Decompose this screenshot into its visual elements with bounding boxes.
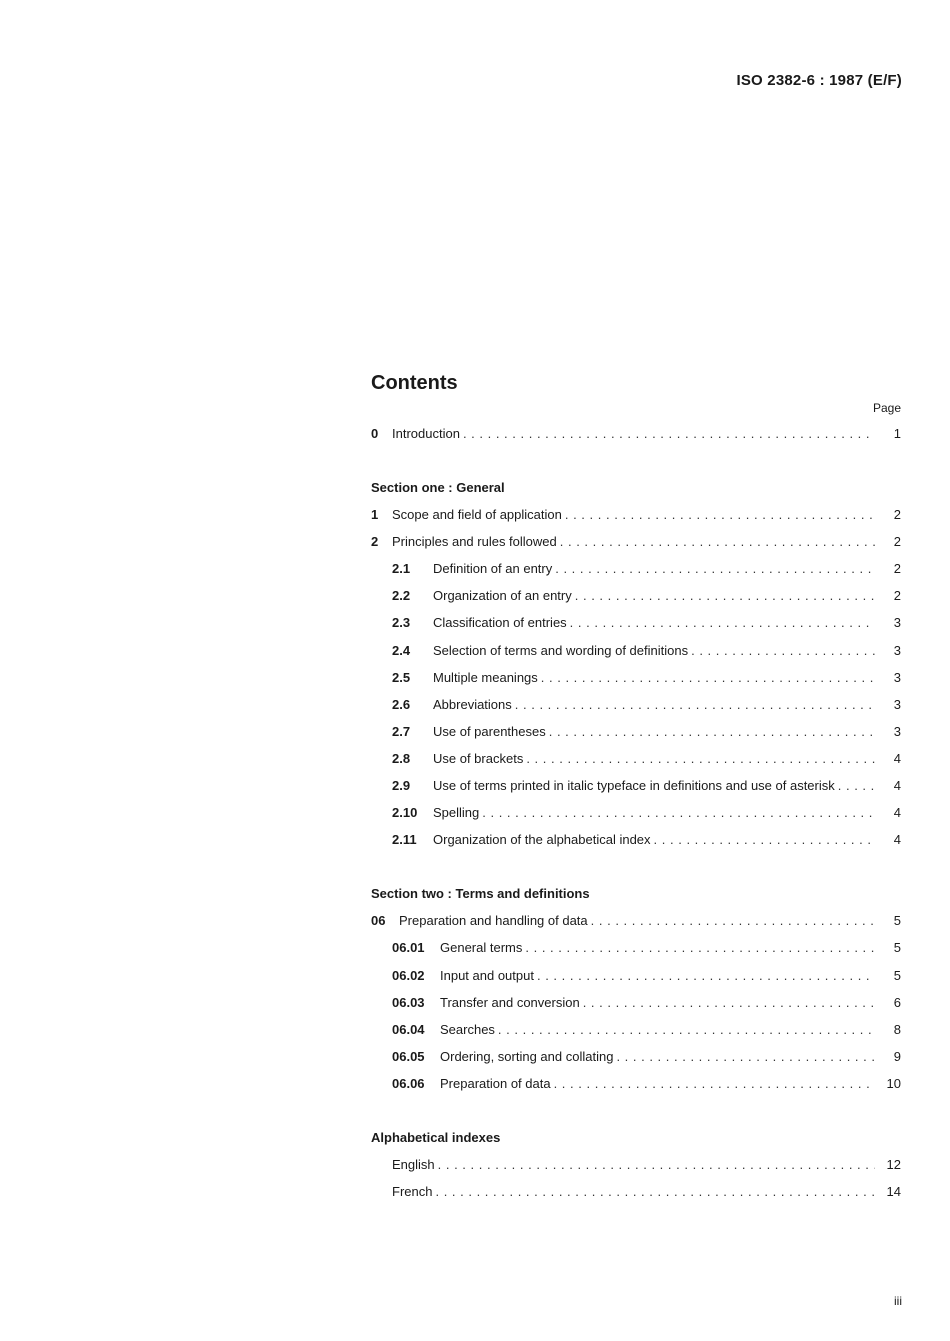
- dot-leader: [482, 805, 875, 821]
- toc-number: 06.05: [392, 1048, 425, 1064]
- dot-leader: [691, 643, 875, 659]
- dot-leader: [554, 1076, 875, 1092]
- toc-page: 8: [893, 1021, 901, 1037]
- toc-number: 06.06: [392, 1075, 425, 1091]
- toc-page: 2: [893, 561, 901, 577]
- toc-number: 2.2: [392, 588, 411, 604]
- toc-page: 5: [893, 913, 901, 929]
- dot-leader: [575, 588, 875, 604]
- dot-leader: [560, 534, 875, 550]
- toc-subentry[interactable]: [371, 832, 901, 859]
- toc-text: Definition of an entry: [433, 561, 553, 577]
- indexes-heading: Alphabetical indexes: [371, 1129, 501, 1145]
- contents-title: Contents: [371, 372, 458, 394]
- toc-subentry[interactable]: [371, 995, 901, 1022]
- document-identifier: ISO 2382-6 : 1987 (E/F): [736, 72, 902, 89]
- dot-leader: [570, 615, 875, 631]
- toc-number: 2.9: [392, 778, 411, 794]
- toc-page: 10: [886, 1075, 901, 1091]
- toc-subentry[interactable]: [371, 670, 901, 697]
- toc-page: 9: [893, 1048, 901, 1064]
- toc-subentry[interactable]: [371, 940, 901, 967]
- toc-number: 2.5: [392, 669, 411, 685]
- toc-page: 4: [893, 778, 901, 794]
- toc-index-french[interactable]: [371, 1184, 901, 1211]
- toc-page: 5: [893, 940, 901, 956]
- toc-page: 14: [886, 1184, 901, 1200]
- toc-subentry[interactable]: [371, 1022, 901, 1049]
- toc-text: Classification of entries: [433, 615, 567, 631]
- dot-leader: [526, 751, 875, 767]
- toc-page: 5: [893, 967, 901, 983]
- toc-number: 1: [371, 507, 379, 523]
- toc-index-english[interactable]: [371, 1157, 901, 1184]
- dot-leader: [438, 1157, 875, 1173]
- toc-number: 2.10: [392, 805, 418, 821]
- toc-text: Introduction: [392, 426, 460, 441]
- dot-leader: [537, 968, 875, 984]
- toc-page: 4: [893, 832, 901, 848]
- toc-number: 06.03: [392, 994, 425, 1010]
- toc-text: Input and output: [440, 967, 534, 983]
- dot-leader: [555, 561, 875, 577]
- toc-number: 2.1: [392, 561, 411, 577]
- toc-page: 12: [886, 1156, 901, 1172]
- toc-page: 3: [893, 615, 901, 631]
- toc-text: Selection of terms and wording of definitions: [433, 642, 689, 658]
- toc-entry-introduction[interactable]: [371, 426, 901, 453]
- toc-page: 6: [893, 994, 901, 1010]
- section-one-heading: Section one : General: [371, 480, 505, 496]
- toc-subentry[interactable]: [371, 561, 901, 588]
- toc-text: Preparation of data: [440, 1075, 551, 1091]
- toc-number: 2.8: [392, 750, 411, 766]
- toc-page: 2: [893, 534, 901, 550]
- dot-leader: [838, 778, 875, 794]
- toc-subentry[interactable]: [371, 697, 901, 724]
- toc-page: 3: [893, 723, 901, 739]
- toc-number: 0: [371, 426, 379, 441]
- toc-text: Abbreviations: [433, 696, 512, 712]
- toc-page: 1: [893, 426, 901, 441]
- dot-leader: [498, 1022, 875, 1038]
- toc-subentry[interactable]: [371, 643, 901, 670]
- toc-subentry[interactable]: [371, 968, 901, 995]
- toc-text: Organization of an entry: [433, 588, 572, 604]
- toc-page: 3: [893, 696, 901, 712]
- dot-leader: [515, 697, 875, 713]
- toc-entry[interactable]: [371, 534, 901, 561]
- table-of-contents: [371, 372, 901, 1211]
- toc-text: Use of parentheses: [433, 723, 546, 739]
- page-column-label: Page: [872, 401, 901, 415]
- toc-subentry[interactable]: [371, 778, 901, 805]
- toc-number: 2.11: [392, 832, 417, 848]
- toc-number: 06.01: [392, 940, 425, 956]
- toc-number: 06.02: [392, 967, 425, 983]
- toc-page: 4: [893, 805, 901, 821]
- toc-text: Principles and rules followed: [392, 534, 557, 550]
- section-two-heading: Section two : Terms and definitions: [371, 886, 590, 902]
- page-number: iii: [894, 1294, 902, 1308]
- dot-leader: [591, 913, 875, 929]
- dot-leader: [654, 832, 875, 848]
- toc-page: 3: [893, 642, 901, 658]
- toc-text: Use of terms printed in italic typeface in definitions and use of asterisk: [433, 778, 835, 794]
- dot-leader: [525, 940, 875, 956]
- dot-leader: [541, 670, 875, 686]
- toc-page: 2: [893, 588, 901, 604]
- dot-leader: [616, 1049, 875, 1065]
- toc-page: 3: [893, 669, 901, 685]
- dot-leader: [435, 1184, 875, 1200]
- toc-entry[interactable]: [371, 507, 901, 534]
- toc-number: 2.6: [392, 696, 411, 712]
- toc-text: Scope and field of application: [392, 507, 562, 523]
- toc-text: English: [392, 1156, 435, 1172]
- toc-text: Spelling: [433, 805, 480, 821]
- toc-subentry[interactable]: [371, 805, 901, 832]
- toc-number: 06.04: [392, 1021, 425, 1037]
- toc-text: Searches: [440, 1021, 495, 1037]
- toc-subentry[interactable]: [371, 751, 901, 778]
- toc-text: Use of brackets: [433, 750, 524, 766]
- toc-number: 2.4: [392, 642, 411, 658]
- toc-number: 06: [371, 913, 386, 929]
- toc-entry[interactable]: [371, 913, 901, 940]
- toc-subentry[interactable]: [371, 588, 901, 615]
- toc-text: French: [392, 1184, 433, 1200]
- toc-page: 4: [893, 750, 901, 766]
- toc-text: Preparation and handling of data: [399, 913, 588, 929]
- toc-page: 2: [893, 507, 901, 523]
- dot-leader: [565, 507, 875, 523]
- toc-subentry[interactable]: [371, 1049, 901, 1076]
- toc-text: Ordering, sorting and collating: [440, 1048, 614, 1064]
- toc-subentry[interactable]: [371, 1076, 901, 1103]
- dot-leader: [463, 426, 875, 442]
- toc-subentry[interactable]: [371, 724, 901, 751]
- toc-text: Organization of the alphabetical index: [433, 832, 651, 848]
- toc-number: 2.7: [392, 723, 411, 739]
- dot-leader: [583, 995, 875, 1011]
- toc-number: 2.3: [392, 615, 411, 631]
- dot-leader: [549, 724, 875, 740]
- toc-number: 2: [371, 534, 379, 550]
- toc-subentry[interactable]: [371, 615, 901, 642]
- toc-text: Transfer and conversion: [440, 994, 580, 1010]
- toc-text: General terms: [440, 940, 523, 956]
- toc-text: Multiple meanings: [433, 669, 538, 685]
